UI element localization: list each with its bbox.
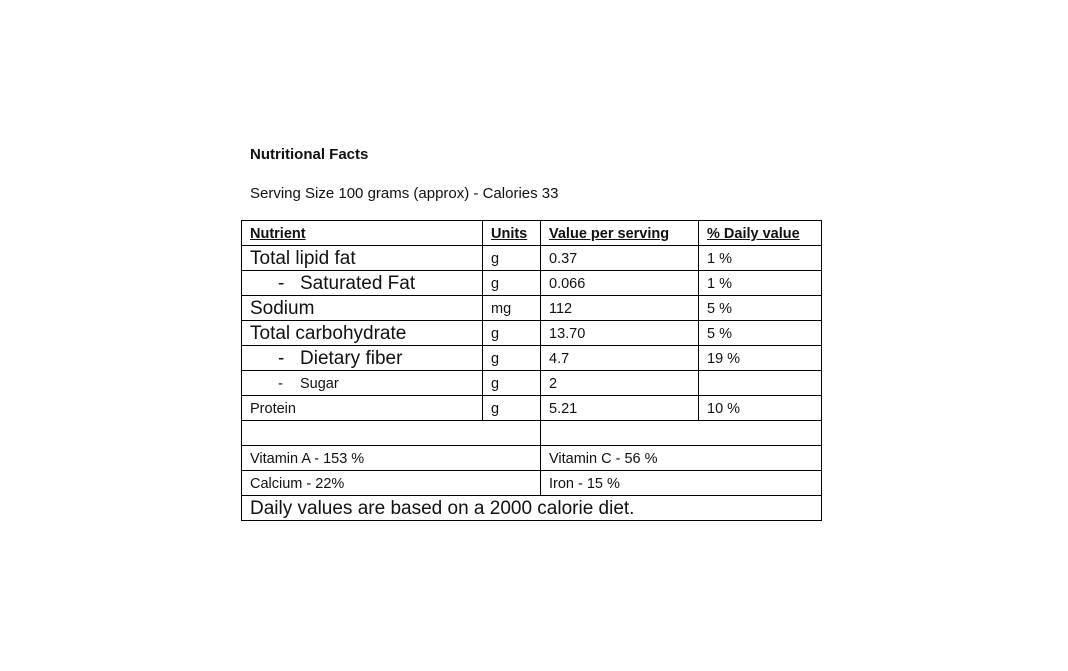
table-row <box>242 271 822 296</box>
vitamin-row <box>242 471 822 496</box>
empty-row <box>242 421 822 446</box>
table-header-row <box>242 221 822 246</box>
nutrient-daily: 5 % <box>699 321 822 346</box>
nutrient-unit: g <box>483 346 541 371</box>
sub-item-dash: - <box>278 348 285 369</box>
nutrient-name: Total lipid fat <box>242 246 483 271</box>
daily-values-footnote: Daily values are based on a 2000 calorie diet. <box>242 496 822 521</box>
nutrient-value: 4.7 <box>541 346 699 371</box>
nutrient-daily <box>699 371 822 396</box>
sub-item-dash: - <box>278 273 285 294</box>
nutrient-daily: 10 % <box>699 396 822 421</box>
nutrient-value: 112 <box>541 296 699 321</box>
table-row <box>242 296 822 321</box>
nutrient-name: Saturated Fat <box>300 273 416 294</box>
empty-cell <box>242 421 541 446</box>
document-title: Nutritional Facts <box>250 146 369 163</box>
vitamin-left: Calcium - 22% <box>242 471 541 496</box>
nutrient-daily: 1 % <box>699 246 822 271</box>
nutrient-name: Sodium <box>242 296 483 321</box>
header-value-per-serving: Value per serving <box>541 221 699 246</box>
empty-cell <box>541 421 822 446</box>
nutrient-daily: 19 % <box>699 346 822 371</box>
nutrient-unit: g <box>483 246 541 271</box>
serving-size-line: Serving Size 100 grams (approx) - Calories 33 <box>250 185 559 202</box>
nutrient-value: 0.066 <box>541 271 699 296</box>
nutrient-unit: g <box>483 321 541 346</box>
table-row <box>242 246 822 271</box>
nutrient-value: 5.21 <box>541 396 699 421</box>
header-nutrient: Nutrient <box>242 221 483 246</box>
table-row <box>242 371 822 396</box>
header-daily-value: % Daily value <box>699 221 822 246</box>
header-units: Units <box>483 221 541 246</box>
vitamin-right: Iron - 15 % <box>541 471 822 496</box>
nutrient-name: Total carbohydrate <box>242 321 483 346</box>
nutrient-name: Protein <box>242 396 483 421</box>
nutrient-value: 13.70 <box>541 321 699 346</box>
nutrient-value: 0.37 <box>541 246 699 271</box>
nutrient-unit: mg <box>483 296 541 321</box>
nutrient-unit: g <box>483 371 541 396</box>
nutrient-unit: g <box>483 271 541 296</box>
nutrient-daily: 5 % <box>699 296 822 321</box>
table-row <box>242 396 822 421</box>
nutrient-value: 2 <box>541 371 699 396</box>
nutrient-unit: g <box>483 396 541 421</box>
nutrient-cell <box>242 271 483 296</box>
footer-row <box>242 496 822 521</box>
nutrient-cell <box>242 346 483 371</box>
nutrient-name: Dietary fiber <box>300 348 403 369</box>
nutrient-name: Sugar <box>300 376 339 392</box>
vitamin-left: Vitamin A - 153 % <box>242 446 541 471</box>
nutrient-daily: 1 % <box>699 271 822 296</box>
nutrition-table <box>241 220 822 521</box>
table-row <box>242 321 822 346</box>
sub-item-dash: - <box>278 376 283 392</box>
vitamin-row <box>242 446 822 471</box>
nutrient-cell <box>242 371 483 396</box>
vitamin-right: Vitamin C - 56 % <box>541 446 822 471</box>
table-row <box>242 346 822 371</box>
